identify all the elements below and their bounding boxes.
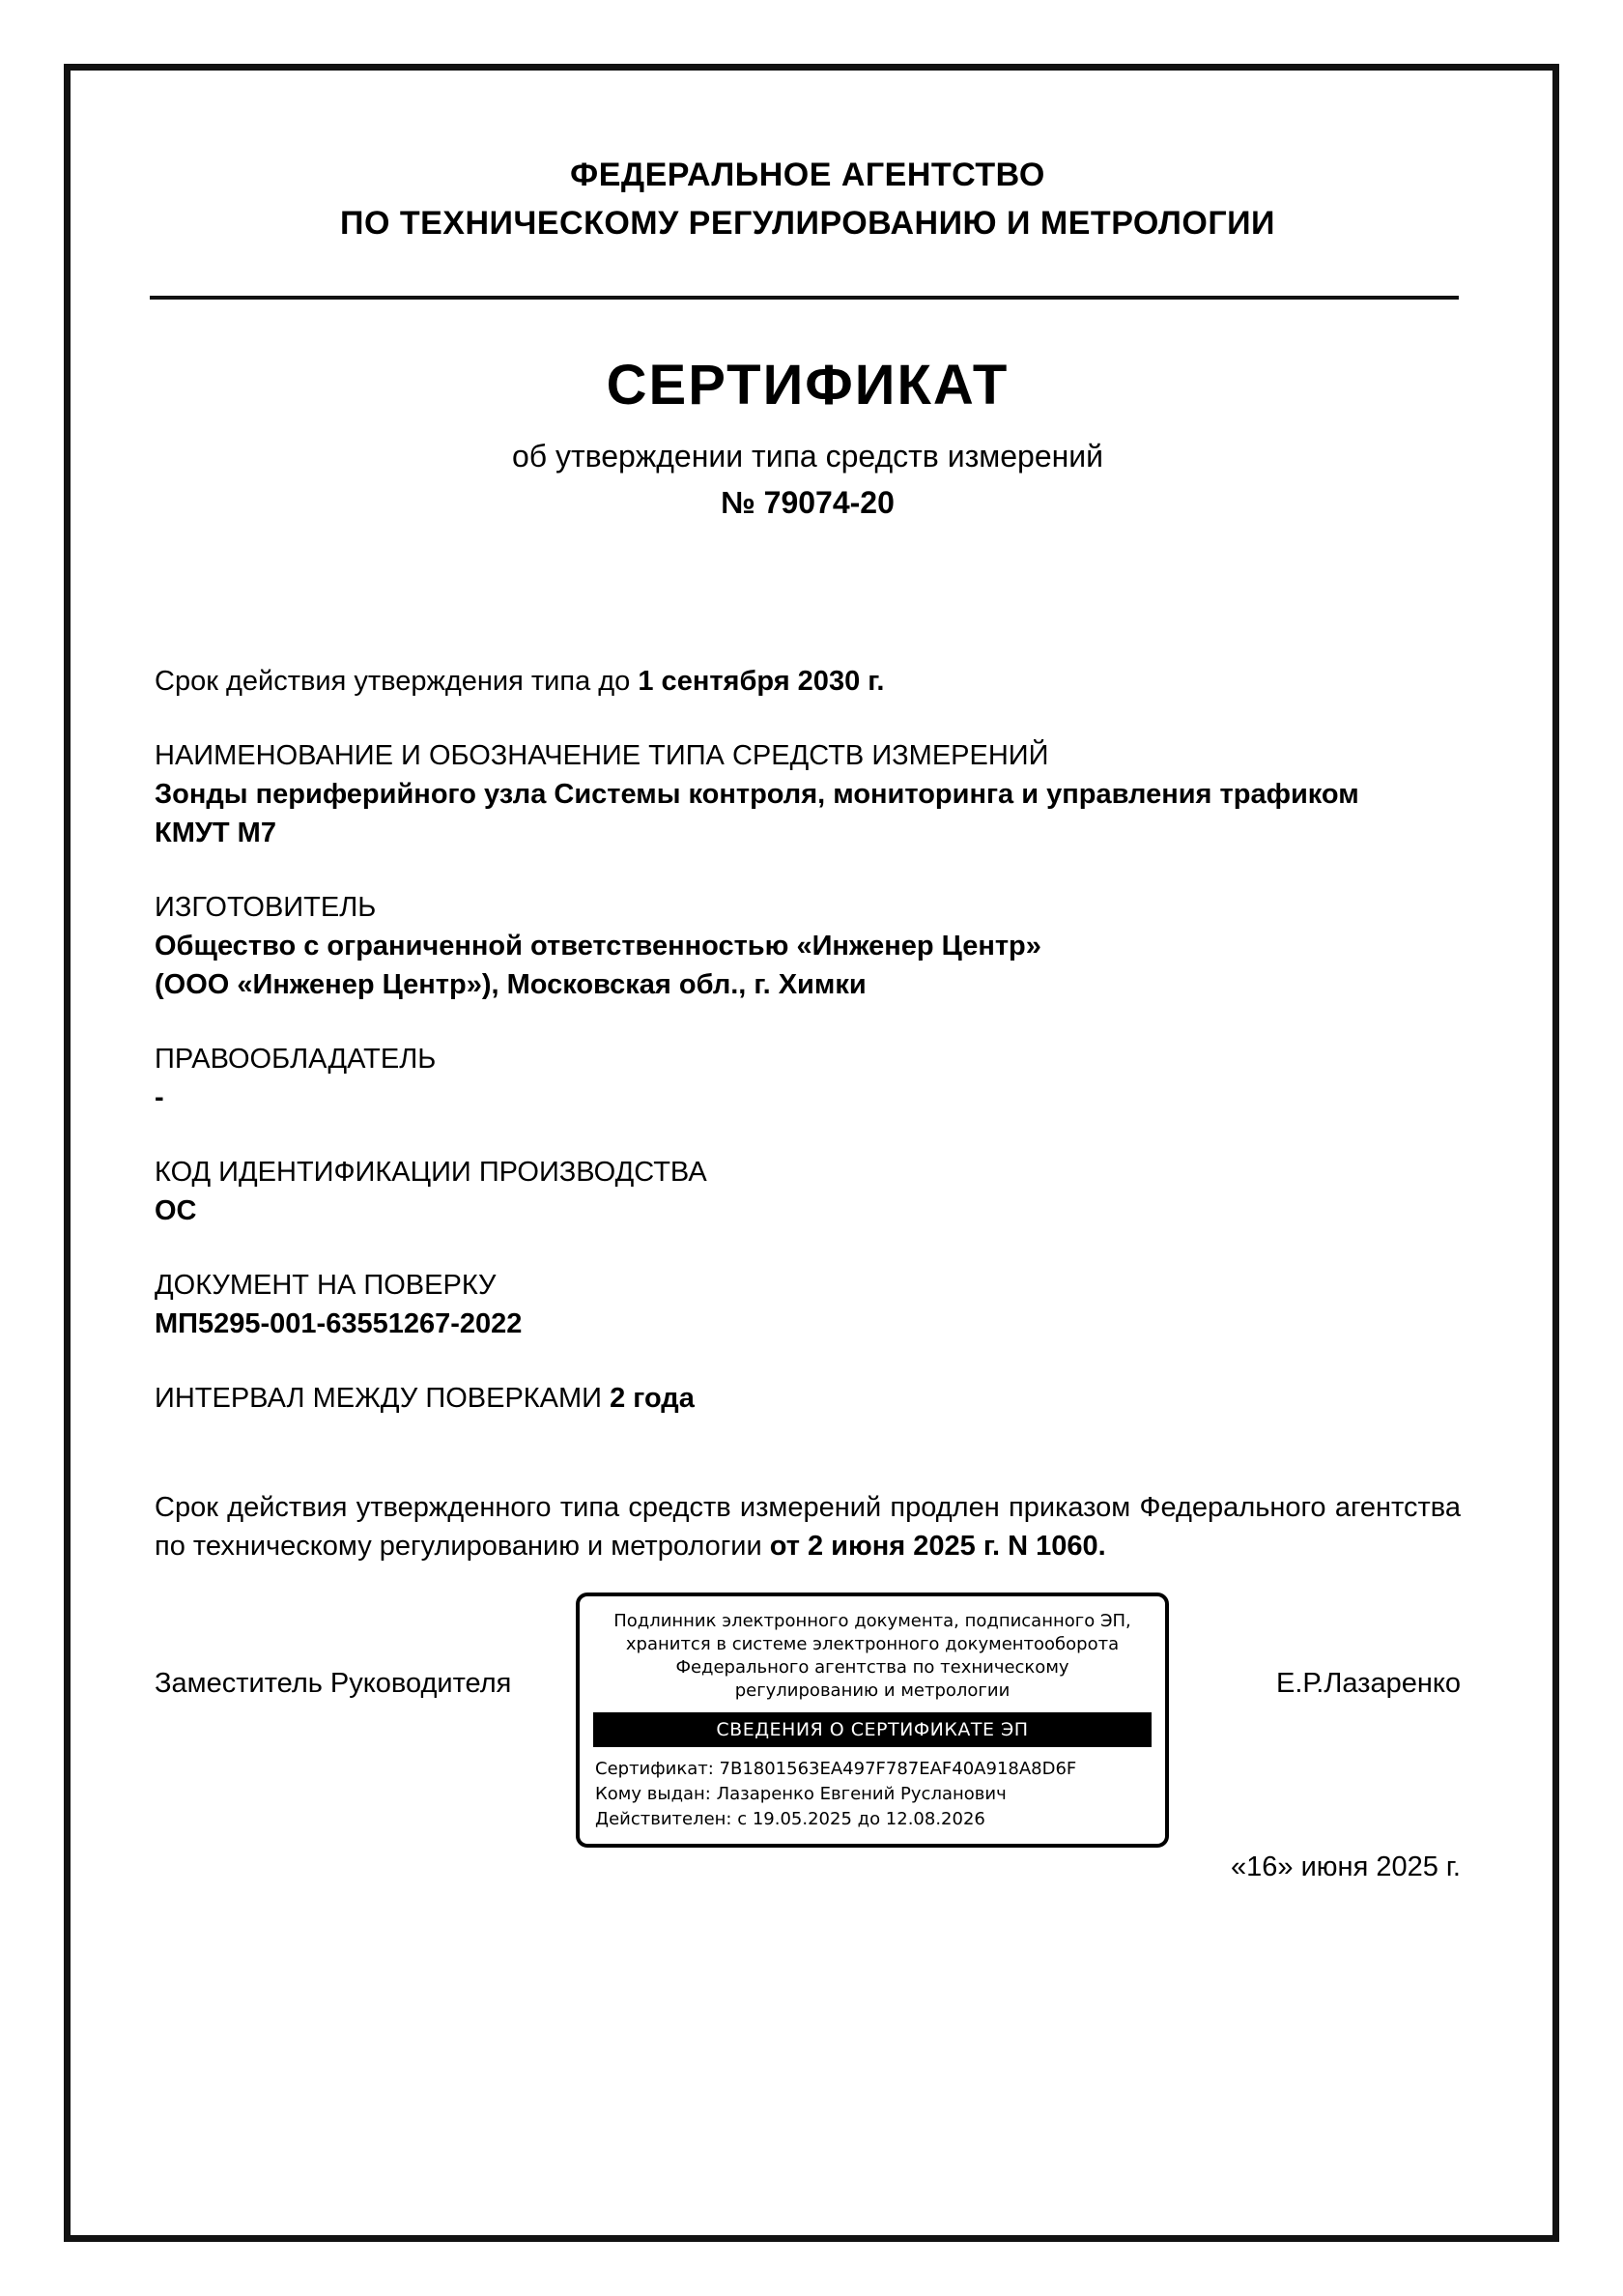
- section-rights-holder: [155, 1040, 1461, 1117]
- section-value-line: Общество с ограниченной ответственностью «Инженер Центр»: [155, 931, 1041, 961]
- stamp-header: [591, 1610, 1153, 1703]
- section-value-line: КМУТ М7: [155, 818, 276, 848]
- stamp-issued-to: Кому выдан: Лазаренко Евгений Русланович: [595, 1784, 1007, 1804]
- stamp-validity-period: Действителен: с 19.05.2025 до 12.08.2026: [595, 1809, 985, 1829]
- document-body: [155, 662, 1461, 1565]
- validity-line: [155, 662, 1461, 701]
- agency-header: [155, 151, 1461, 247]
- section-label: ИЗГОТОВИТЕЛЬ: [155, 892, 377, 923]
- verification-interval-line: [155, 1379, 1461, 1418]
- interval-value: 2 года: [610, 1383, 695, 1414]
- section-verification-document: [155, 1266, 1461, 1343]
- section-name-designation: [155, 736, 1461, 852]
- stamp-header-line: Подлинник электронного документа, подписанного ЭП,: [613, 1611, 1131, 1631]
- section-value-line: ОС: [155, 1195, 197, 1226]
- document-subtitle: об утверждении типа средств измерений: [511, 439, 1104, 474]
- header-divider: [150, 296, 1459, 300]
- stamp-header-line: хранится в системе электронного документооборота: [625, 1634, 1120, 1654]
- agency-name-line1: ФЕДЕРАЛЬНОЕ АГЕНТСТВО: [570, 157, 1045, 193]
- title-block: [155, 352, 1461, 526]
- extension-order-ref: от 2 июня 2025 г. N 1060.: [769, 1531, 1106, 1562]
- section-production-id-code: [155, 1153, 1461, 1230]
- signer-position: Заместитель Руководителя: [155, 1668, 512, 1699]
- validity-value: 1 сентября 2030 г.: [638, 666, 885, 697]
- document-number: № 79074-20: [721, 485, 895, 520]
- validity-prefix: Срок действия утверждения типа до: [155, 666, 631, 697]
- stamp-certificate-id: Сертификат: 7B1801563EA497F787EAF40A918A8D6F: [595, 1759, 1077, 1779]
- section-label: КОД ИДЕНТИФИКАЦИИ ПРОИЗВОДСТВА: [155, 1157, 707, 1188]
- electronic-signature-stamp: [576, 1593, 1169, 1848]
- document-title: СЕРТИФИКАТ: [606, 354, 1010, 416]
- stamp-title-bar: СВЕДЕНИЯ О СЕРТИФИКАТЕ ЭП: [593, 1712, 1152, 1747]
- stamp-header-line: Федерального агентства по техническому: [675, 1657, 1069, 1678]
- section-value-line: -: [155, 1082, 164, 1113]
- section-value-line: Зонды периферийного узла Системы контроля, мониторинга и управления трафиком: [155, 779, 1359, 810]
- extension-paragraph: [155, 1488, 1461, 1565]
- extension-prefix: Срок действия утвержденного типа средств измерений продлен приказом Федерального агентства по техническому регулированию и метрологии: [155, 1492, 1461, 1562]
- signer-name: Е.Р.Лазаренко: [1276, 1668, 1461, 1699]
- interval-label: ИНТЕРВАЛ МЕЖДУ ПОВЕРКАМИ: [155, 1383, 603, 1414]
- document-date: «16» июня 2025 г.: [1231, 1851, 1461, 1882]
- section-value-line: МП5295-001-63551267-2022: [155, 1308, 523, 1339]
- section-value-line: (ООО «Инженер Центр»), Московская обл., г. Химки: [155, 969, 867, 1000]
- section-label: ДОКУМЕНТ НА ПОВЕРКУ: [155, 1270, 497, 1301]
- agency-name-line2: ПО ТЕХНИЧЕСКОМУ РЕГУЛИРОВАНИЮ И МЕТРОЛОГИИ: [340, 205, 1275, 242]
- section-manufacturer: [155, 888, 1461, 1004]
- section-label: НАИМЕНОВАНИЕ И ОБОЗНАЧЕНИЕ ТИПА СРЕДСТВ ИЗМЕРЕНИЙ: [155, 740, 1049, 771]
- stamp-header-line: регулированию и метрологии: [734, 1680, 1011, 1701]
- section-label: ПРАВООБЛАДАТЕЛЬ: [155, 1044, 437, 1075]
